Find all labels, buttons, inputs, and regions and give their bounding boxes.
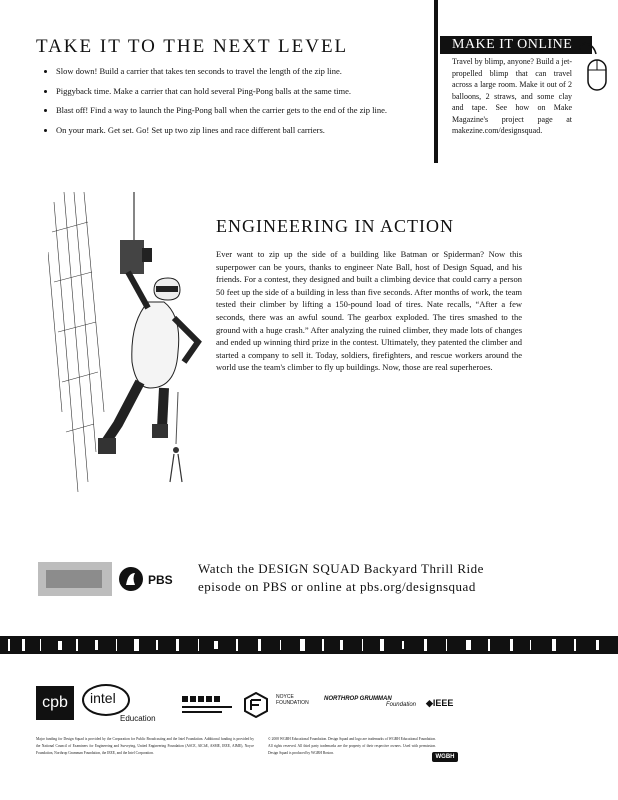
noyce-foundation-logo: NOYCE FOUNDATION: [276, 694, 309, 706]
list-item: • Blast off! Find a way to launch the Ping-Pong ball when the carrier gets to the end of the zip line.: [56, 105, 426, 117]
intel-education-logo: [82, 684, 154, 724]
online-divider: [434, 0, 438, 163]
next-level-list: [40, 66, 426, 144]
computer-mouse-icon: [578, 40, 612, 96]
engineering-article: Ever want to zip up the side of a building like Batman or Spiderman? Now this superpower can be yours, thanks to engineer Nate Ball, host of Design Squad, and his friends. For a contest, they designed and built a climbing device that could carry a person 50 feet up the side of a building in less than five seconds. After months of work, the team tested their climber by lifting a 150-pound load of tires. Nate recalls, “After a few seconds, there was an awful sound. The gearbox exploded. The tires smashed to the ground with a huge crash.” After analyzing the ruined climber, they made lots of changes and ended up winning third prize in the contest. Ultimately, they patented the climber and started a company to sell it. Today, soldiers, firefighters, and rescue workers around the world use the team's climber to fly up buildings. Now, those are real superheroes.: [216, 249, 522, 373]
cpb-logo: cpb: [36, 686, 74, 720]
ieee-logo: [426, 698, 466, 712]
list-item: • On your mark. Get set. Go! Set up two zip lines and race different ball carriers.: [56, 125, 426, 137]
pbs-logo: [118, 564, 182, 594]
copyright-credits: © 2008 WGBH Educational Foundation. Design Squad and logo are trademarks of WGBH Educational Foundation. All rights reserved. All third party trademarks are the property of their respective owners. Used with permission. Design Squad is produced by WGBH Boston.: [268, 737, 436, 755]
ieee-diamond-icon: ◆: [426, 698, 433, 708]
online-heading: MAKE IT ONLINE: [440, 36, 592, 54]
northrop-grumman-logo: [324, 696, 416, 710]
ieee-label: IEEE: [432, 698, 454, 708]
ncees-logo: [180, 694, 234, 716]
united-engineering-foundation-logo: [244, 692, 268, 718]
online-body: Travel by blimp, anyone? Build a jet-propelled blimp that can travel across a large room. Make it out of 2 balloons, 2 straws, and some clay and tape. See how on Make Magazine's project page at makezine.com/designsquad.: [452, 57, 572, 135]
decorative-band: [0, 636, 618, 654]
northrop-sub-label: Foundation: [385, 702, 416, 708]
northrop-label: NORTHROP GRUMMAN: [324, 696, 392, 702]
climber-illustration: [48, 192, 208, 492]
funding-credits: Major funding for Design Squad is provided by the Corporation for Public Broadcasting and the Intel Foundation. Additional funding is provided by the National Council of Examiners for Engineering and Surveying, United Engineering Foundation (ASCE, AIChE, ASME, IEEE, AIME), Noyce Foundation, Northrop Grumman Foundation, the IEEE, and the Intel Corporation.: [36, 737, 254, 755]
list-item: • Slow down! Build a carrier that takes ten seconds to travel the length of the zip line.: [56, 66, 426, 78]
design-squad-logo: [38, 562, 112, 596]
watch-text: Watch the DESIGN SQUAD Backyard Thrill Ride episode on PBS or online at pbs.org/designsquad: [198, 561, 484, 594]
wgbh-logo: WGBH: [432, 752, 458, 762]
pbs-label: PBS: [148, 573, 173, 587]
next-level-heading: TAKE IT TO THE NEXT LEVEL: [36, 36, 349, 57]
intel-sub-label: Education: [120, 714, 156, 723]
pbs-head-icon: [118, 564, 182, 594]
intel-label: intel: [90, 690, 116, 706]
engineering-heading: ENGINEERING IN ACTION: [216, 216, 454, 236]
list-item: • Piggyback time. Make a carrier that can hold several Ping-Pong balls at the same time.: [56, 86, 426, 98]
